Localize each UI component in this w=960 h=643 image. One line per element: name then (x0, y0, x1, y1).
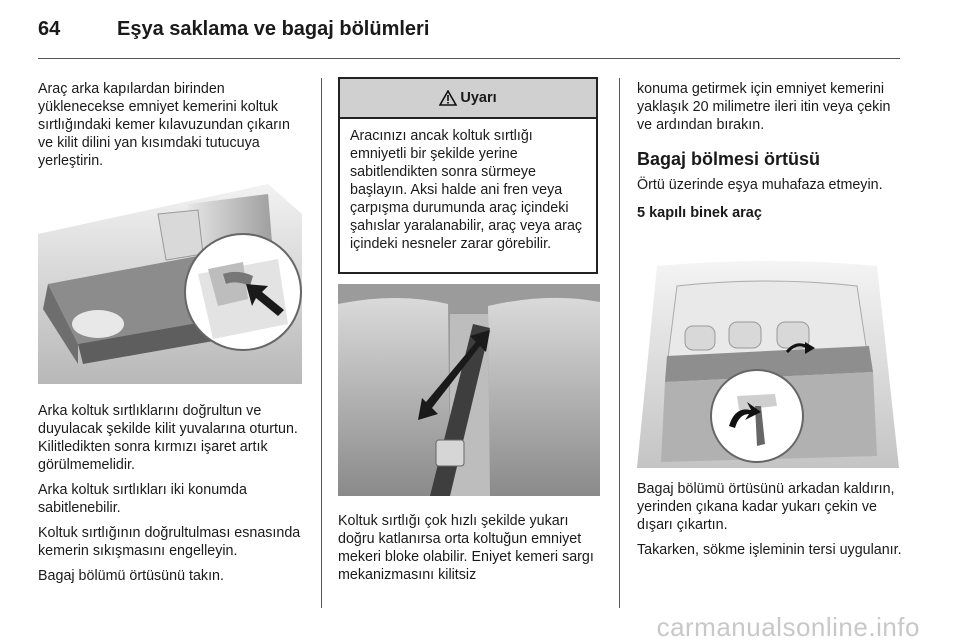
paragraph-install-cover: Bagaj bölümü örtüsünü takın. (38, 568, 224, 584)
paragraph-no-items: Örtü üzerinde eşya muhafaza etmeyin. (637, 177, 883, 193)
paragraph-remove-cover: Bagaj bölümü örtüsünü arkadan kaldırın, yerinden çıkana kadar yukarı çekin ve dışarı çıkartın. (637, 481, 895, 533)
paragraph-belt-release: konuma getirmek için emniyet kemerini yaklaşık 20 milimetre ileri itin veya çekin ve ardından bırakın. (637, 81, 891, 133)
paragraph-belt-block: Koltuk sırtlığı çok hızlı şekilde yukarı doğru katlanırsa orta koltuğun emniyet mekeri bloke olabilir. Eniyet kemeri sargı mekanizmasını kilitsiz (338, 513, 594, 583)
paragraph-seatback-lock: Arka koltuk sırtlıklarını doğrultun ve duyulacak şekilde kilit yuvalarına oturtun. Kilitledikten sonra kırmızı işaret artık görülmemelidir. (38, 403, 298, 473)
watermark: carmanualsonline.info (656, 612, 920, 642)
warning-box (338, 77, 598, 274)
paragraph-belt-pinch: Koltuk sırtlığının doğrultulması esnasında kemerin sıkışmasını engelleyin. (38, 525, 301, 559)
subheading-5-door: 5 kapılı binek araç (637, 205, 762, 221)
warning-triangle-icon (439, 90, 457, 106)
warning-text: Aracınızı ancak koltuk sırtlığı emniyetli bir şekilde yerine sabitlendikten sonra sürmeye başlayın. Aksi halde ani fren veya çarpışma durumunda araç içindeki şahıslar yaralanabilir, araç veya araç içindeki nesneler zarar görebilir. (350, 128, 583, 252)
section-title-cargo-cover: Bagaj bölmesi örtüsü (637, 149, 821, 169)
paragraph-seatbelt-removal: Araç arka kapılardan birinden yüklenecekse emniyet kemerini koltuk sırtlığındaki kemer kılavuzundan çıkarın ve kilit dilini yan kısımdaki tutucuya yerleştirin. (38, 81, 290, 169)
column-left (38, 80, 308, 177)
header-rule (38, 58, 900, 59)
paragraph-install-reverse: Takarken, sökme işleminin tersi uygulanır. (637, 542, 902, 558)
column-right-lower (637, 480, 905, 566)
warning-title-text: Uyarı (460, 90, 497, 106)
seatbelt-illustration (338, 284, 600, 496)
page-number: 64 (38, 18, 61, 40)
page-title: Eşya saklama ve bagaj bölümleri (117, 18, 430, 40)
column-divider-2 (619, 78, 620, 608)
rear-seat-illustration (38, 174, 302, 384)
paragraph-two-positions: Arka koltuk sırtlıkları iki konumda sabitlenebilir. (38, 482, 247, 516)
column-divider-1 (321, 78, 322, 608)
column-left-lower (38, 402, 308, 592)
column-middle (338, 512, 602, 591)
warning-title (340, 79, 596, 119)
cargo-cover-illustration (637, 256, 899, 468)
column-right (637, 80, 905, 222)
